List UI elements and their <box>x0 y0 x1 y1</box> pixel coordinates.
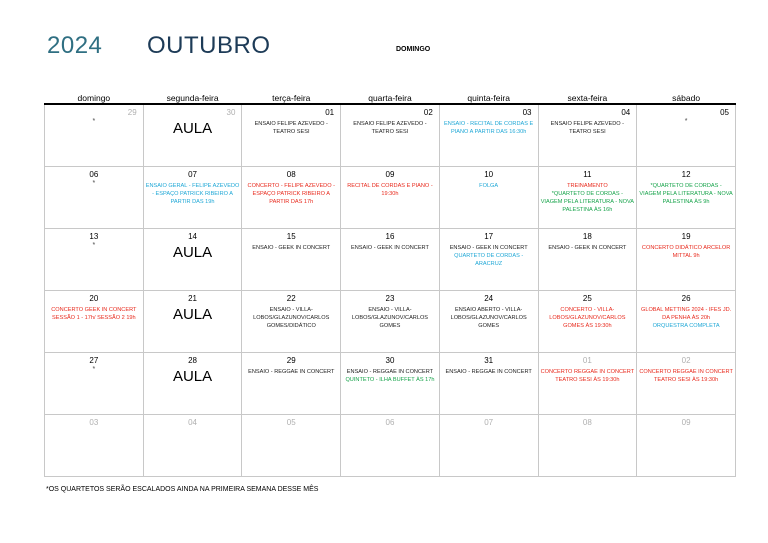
day-number: 21 <box>188 294 197 303</box>
day-number: 09 <box>681 418 691 427</box>
day-number: 17 <box>484 232 494 241</box>
calendar-week-row <box>45 229 736 291</box>
calendar-day-cell[interactable] <box>439 353 538 415</box>
calendar-body <box>45 104 736 477</box>
day-number: 30 <box>226 108 236 117</box>
calendar-day-cell[interactable] <box>45 167 144 229</box>
week-start-label: DOMINGO <box>396 46 431 53</box>
event-text: ENSAIO - GEEK IN CONCERT <box>351 245 429 251</box>
aula-label: AULA <box>172 120 213 137</box>
calendar-day-cell[interactable] <box>341 415 440 477</box>
weekday-header: segunda-feira <box>143 88 242 104</box>
day-number: 30 <box>385 356 395 365</box>
calendar-day-cell[interactable] <box>341 167 440 229</box>
day-number: 29 <box>127 108 137 117</box>
calendar-day-cell[interactable] <box>341 353 440 415</box>
day-number: 28 <box>188 356 197 365</box>
event-text: CONCERTO DIDÁTICO ARCELOR MITTAL 9h <box>641 245 731 259</box>
event-text: *QUARTETO DE CORDAS - VIAGEM PELA LITERATURA - NOVA PALESTINA ÀS 9h <box>639 183 733 205</box>
calendar-year: 2024 <box>47 32 103 59</box>
day-number: 01 <box>325 108 335 117</box>
day-marker: * <box>684 118 688 125</box>
event-text: ENSAIO FELIPE AZEVEDO - TEATRO SESI <box>353 121 427 135</box>
day-number: 07 <box>484 418 494 427</box>
calendar-day-cell[interactable] <box>45 353 144 415</box>
calendar-month: OUTUBRO <box>147 32 271 59</box>
event-text: ORQUESTRA COMPLETA <box>652 323 720 329</box>
weekday-header: sexta-feira <box>538 88 637 104</box>
event-text: CONCERTO GEEK IN CONCERT SESSÃO 1 - 17h/ SESSÃO 2 19h <box>51 307 137 321</box>
calendar-day-cell[interactable] <box>143 104 242 167</box>
calendar-day-cell[interactable] <box>538 415 637 477</box>
day-number: 27 <box>89 356 99 365</box>
event-text: CONCERTO - VILLA-LOBOS/GLAZUNOV/CARLOS GOMES ÀS 19:30h <box>549 307 626 329</box>
aula-label: AULA <box>172 306 213 323</box>
day-number: 02 <box>681 356 691 365</box>
event-text: ENSAIO FELIPE AZEVEDO - TEATRO SESI <box>254 121 328 135</box>
calendar-day-cell[interactable] <box>45 415 144 477</box>
weekday-header: terça-feira <box>242 88 341 104</box>
day-number: 16 <box>385 232 395 241</box>
day-number: 02 <box>423 108 433 117</box>
event-text: FOLGA <box>479 183 499 189</box>
calendar-day-cell[interactable] <box>637 167 736 229</box>
day-number: 08 <box>286 170 296 179</box>
event-text: QUARTETO DE CORDAS - ARACRUZ <box>454 253 524 267</box>
day-number: 07 <box>188 170 197 179</box>
calendar-day-cell[interactable] <box>637 353 736 415</box>
calendar-day-cell[interactable] <box>439 167 538 229</box>
calendar-day-cell[interactable] <box>242 104 341 167</box>
calendar-day-cell[interactable] <box>637 291 736 353</box>
event-text: ENSAIO - GEEK IN CONCERT <box>252 245 331 251</box>
day-number: 04 <box>188 418 197 427</box>
calendar-day-cell[interactable] <box>45 291 144 353</box>
calendar-grid <box>44 88 736 477</box>
calendar-day-cell[interactable] <box>143 291 242 353</box>
calendar-day-cell[interactable] <box>143 167 242 229</box>
event-text: CONCERTO REGGAE IN CONCERT TEATRO SESI ÀS 19:30h <box>639 369 733 383</box>
calendar-week-row <box>45 353 736 415</box>
day-number: 05 <box>286 418 296 427</box>
day-marker: * <box>92 118 96 125</box>
event-text: RECITAL DE CORDAS E PIANO - 19:30h <box>347 183 433 197</box>
day-number: 24 <box>484 294 494 303</box>
event-text: ENSAIO - REGGAE IN CONCERT <box>346 369 434 375</box>
day-number: 06 <box>89 170 99 179</box>
day-number: 15 <box>286 232 296 241</box>
day-number: 20 <box>89 294 99 303</box>
calendar-day-cell[interactable] <box>637 104 736 167</box>
event-text: GLOBAL METTING 2024 - IFES JD. DA PENHA ÀS 20h <box>640 307 732 321</box>
calendar-day-cell[interactable] <box>439 104 538 167</box>
day-number: 12 <box>681 170 691 179</box>
calendar-day-cell[interactable] <box>143 353 242 415</box>
calendar-day-cell[interactable] <box>242 229 341 291</box>
day-number: 06 <box>385 418 395 427</box>
calendar-day-cell[interactable] <box>45 104 144 167</box>
event-text: ENSAIO - VILLA-LOBOS/GLAZUNOV/CARLOS GOMES/DIDÁTICO <box>253 307 330 329</box>
calendar-day-cell[interactable] <box>45 229 144 291</box>
calendar-day-cell[interactable] <box>538 291 637 353</box>
calendar-week-row <box>45 104 736 167</box>
day-number: 05 <box>720 108 729 117</box>
event-text: ENSAIO - REGGAE IN CONCERT <box>248 369 335 375</box>
aula-label: AULA <box>172 368 213 385</box>
calendar-day-cell[interactable] <box>143 415 242 477</box>
calendar-day-cell[interactable] <box>439 291 538 353</box>
event-text: QUINTETO - ILHA BUFFET ÀS 17h <box>345 377 435 383</box>
day-number: 11 <box>583 170 592 179</box>
weekday-header: sábado <box>637 88 736 104</box>
day-number: 31 <box>484 356 494 365</box>
calendar-day-cell[interactable] <box>439 229 538 291</box>
day-number: 01 <box>582 356 592 365</box>
weekday-header: quarta-feira <box>341 88 440 104</box>
day-number: 03 <box>522 108 532 117</box>
day-marker: * <box>92 366 96 373</box>
day-number: 19 <box>681 232 691 241</box>
event-text: ENSAIO - GEEK IN CONCERT <box>548 245 627 251</box>
event-text: CONCERTO - FELIPE AZEVEDO - ESPAÇO PATRICK RIBEIRO A PARTIR DAS 17h <box>247 183 335 205</box>
calendar-day-cell[interactable] <box>341 291 440 353</box>
day-number: 23 <box>385 294 395 303</box>
calendar-day-cell[interactable] <box>242 291 341 353</box>
event-text: TREINAMENTO <box>567 183 608 189</box>
day-marker: * <box>92 242 96 249</box>
calendar-day-cell[interactable] <box>637 229 736 291</box>
event-text: *QUARTETO DE CORDAS - VIAGEM PELA LITERATURA - NOVA PALESTINA ÀS 16h <box>540 191 635 213</box>
weekday-header: quinta-feira <box>439 88 538 104</box>
calendar-week-row <box>45 167 736 229</box>
calendar-week-row <box>45 415 736 477</box>
calendar-day-cell[interactable] <box>341 229 440 291</box>
day-number: 09 <box>385 170 395 179</box>
calendar-day-cell[interactable] <box>538 167 637 229</box>
event-text: ENSAIO FELIPE AZEVEDO - TEATRO SESI <box>550 121 625 135</box>
calendar-day-cell[interactable] <box>341 104 440 167</box>
day-number: 22 <box>286 294 296 303</box>
calendar-day-cell[interactable] <box>538 353 637 415</box>
calendar-week-row <box>45 291 736 353</box>
calendar-day-cell[interactable] <box>439 415 538 477</box>
event-text: CONCERTO REGGAE IN CONCERT TEATRO SESI ÀS 19:30h <box>540 369 635 383</box>
day-marker: * <box>92 180 96 187</box>
calendar-day-cell[interactable] <box>637 415 736 477</box>
event-text: ENSAIO - REGGAE IN CONCERT <box>445 369 532 375</box>
event-text: ENSAIO - RECITAL DE CORDAS E PIANO A PARTIR DAS 16:30h <box>444 121 534 135</box>
weekday-header-row <box>45 88 736 104</box>
calendar-day-cell[interactable] <box>538 229 637 291</box>
weekday-header: domingo <box>45 88 144 104</box>
day-number: 26 <box>681 294 691 303</box>
day-number: 03 <box>89 418 99 427</box>
day-number: 13 <box>89 232 99 241</box>
event-text: ENSAIO GERAL - FELIPE AZEVEDO - ESPAÇO PATRICK RIBEIRO A PARTIR DAS 19h <box>145 183 240 205</box>
footnote: *OS QUARTETOS SERÃO ESCALADOS AINDA NA PRIMEIRA SEMANA DESSE MÊS <box>46 486 319 493</box>
calendar-day-cell[interactable] <box>242 353 341 415</box>
day-number: 14 <box>188 232 197 241</box>
day-number: 10 <box>484 170 494 179</box>
calendar-day-cell[interactable] <box>538 104 637 167</box>
event-text: ENSAIO ABERTO - VILLA-LOBOS/GLAZUNOV/CARLOS GOMES <box>450 307 527 329</box>
aula-label: AULA <box>172 244 213 261</box>
event-text: ENSAIO - VILLA-LOBOS/GLAZUNOV/CARLOS GOMES <box>351 307 429 329</box>
day-number: 29 <box>286 356 296 365</box>
day-number: 18 <box>582 232 592 241</box>
calendar-day-cell[interactable] <box>143 229 242 291</box>
calendar-day-cell[interactable] <box>242 415 341 477</box>
event-text: ENSAIO - GEEK IN CONCERT <box>449 245 528 251</box>
day-number: 25 <box>582 294 592 303</box>
day-number: 08 <box>582 418 592 427</box>
calendar-day-cell[interactable] <box>242 167 341 229</box>
day-number: 04 <box>621 108 631 117</box>
